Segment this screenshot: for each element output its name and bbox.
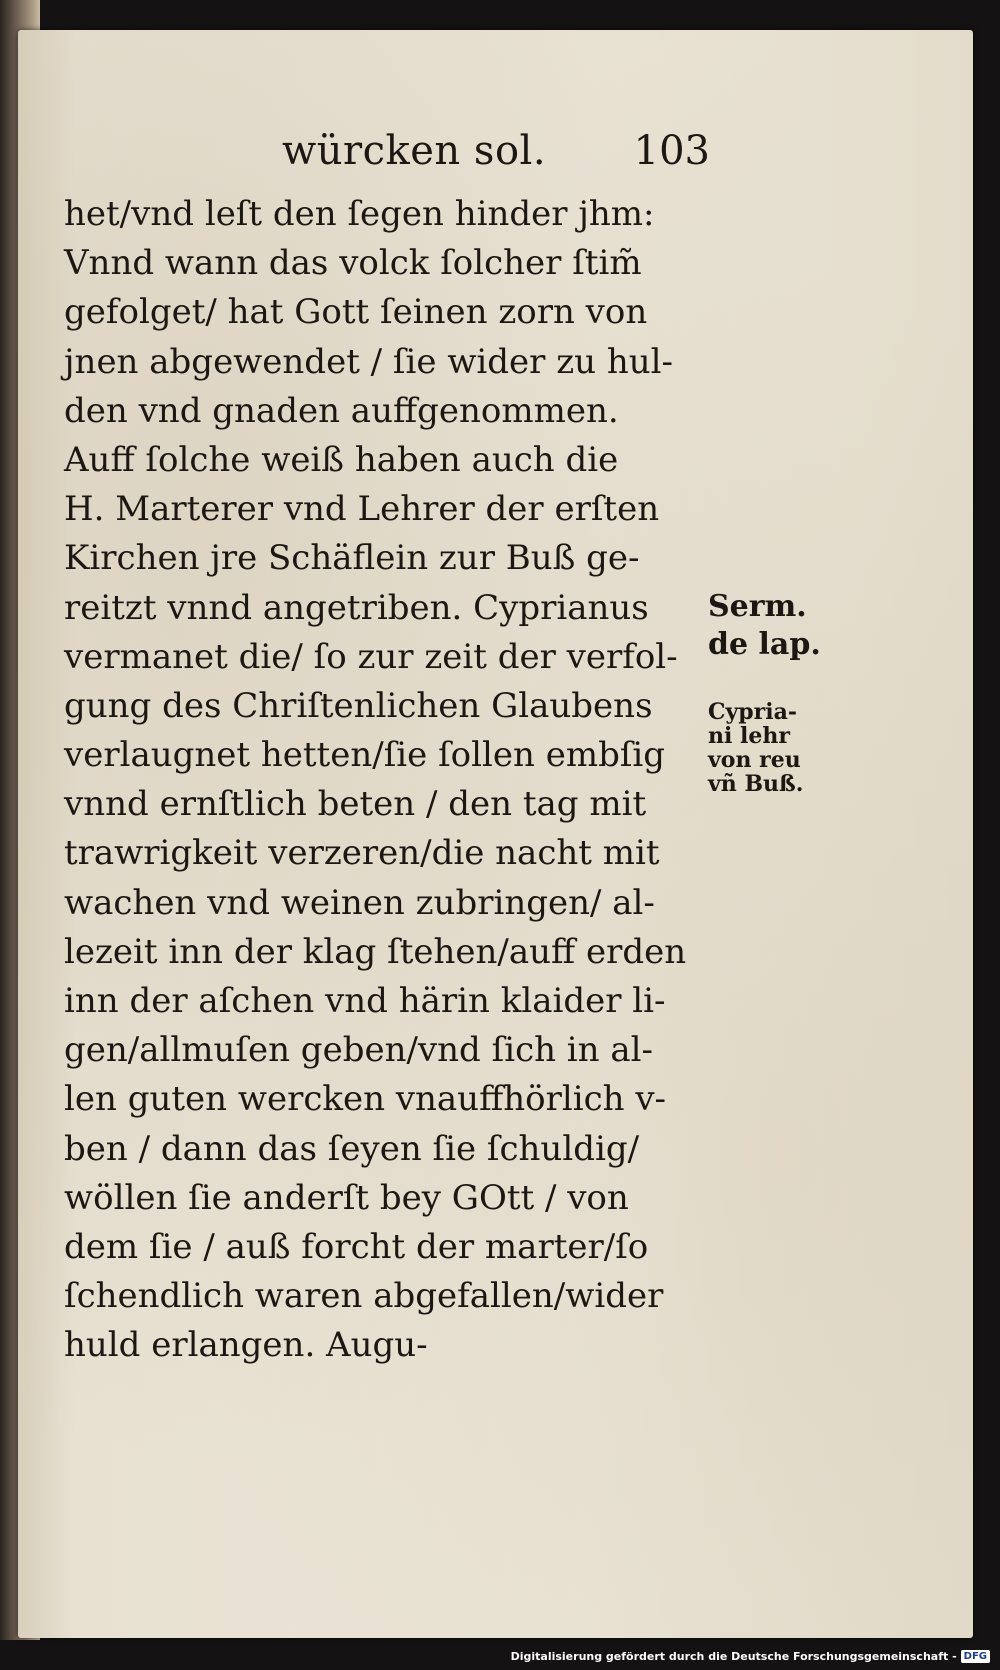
text-line [64,1272,704,1321]
text-line [64,1174,704,1223]
text-line-content: verlaugnet hetten/ſie ſollen embſig [64,735,666,776]
text-line [64,1223,704,1272]
text-line-content: het/vnd leſt den ſegen hinder jhm: [64,194,655,234]
text-line-content: gefolget/ hat Gott ſeinen zorn von [64,292,648,333]
text-line-content: Auff ſolche weiß haben auch die [64,439,619,480]
text-line-content: inn der aſchen vnd härin klaider li- [64,981,666,1021]
text-line [64,928,704,977]
text-line-content: H. Marterer vnd Lehrer der erſten [64,489,660,530]
text-line [64,338,704,387]
text-line [64,1075,704,1124]
margin-note-sermon [708,588,858,664]
text-line-content: Kirchen jre Schäflein zur Buß ge- [64,538,640,579]
text-line [64,780,704,829]
marginal-notes [708,588,858,832]
margin-note-line: de lap. [708,627,821,662]
text-line [64,584,704,633]
text-line [64,879,704,928]
page-number: 103 [633,128,710,174]
main-text-block [64,190,704,1371]
text-line-content: Vnnd wann das volck ſolcher ſtim̃ [64,243,642,284]
dfg-logo: DFG [961,1650,990,1663]
text-line [64,239,704,288]
text-line [64,977,704,1026]
text-line [64,485,704,534]
text-line-content: reitzt vnnd angetriben. Cyprianus [64,587,649,628]
text-line [64,1026,704,1075]
running-title: würcken sol. [282,128,547,174]
text-line-content: gung des Chriſtenlichen Glaubens [64,685,653,726]
text-line [64,436,704,485]
margin-note-line: vñ Buß. [708,771,804,797]
margin-note-line: von reu [708,747,801,773]
page-header [270,128,710,184]
text-line-content: dem ſie / auß forcht der marter/ſo [64,1226,649,1267]
text-line-content: huld erlangen. Augu- [64,1325,428,1366]
text-line [64,1125,704,1174]
margin-note-line: Serm. [708,589,807,624]
text-line [64,190,704,239]
text-line-content: wöllen ſie anderſt bey GOtt / von [64,1177,629,1218]
text-line-content: gen/allmuſen geben/vnd ſich in al- [64,1030,654,1071]
text-line-content: lezeit inn der klag ſtehen/auff erden [64,931,687,972]
text-line-content: len guten wercken vnauffhörlich v- [64,1079,667,1120]
text-line-content: ben / dann das ſeyen ſie ſchuldig/ [64,1128,640,1169]
text-line [64,731,704,780]
text-line-content: vermanet die/ ſo zur zeit der verfol- [64,636,678,677]
text-line-content: vnnd ernſtlich beten / den tag mit [64,784,647,825]
text-line [64,387,704,436]
text-line [64,682,704,731]
margin-note-line: Cypria- [708,699,798,725]
text-line [64,534,704,583]
footer-credit-text: Digitalisierung gefördert durch die Deutsche Forschungsgemeinschaft - [510,1649,957,1663]
text-line [64,829,704,878]
text-line-content: wachen vnd weinen zubringen/ al- [64,882,655,923]
text-line-content: ſchendlich waren abgefallen/wider [64,1276,664,1317]
text-line-content: den vnd gnaden auffgenommen. [64,390,619,431]
text-line [64,633,704,682]
text-line [64,1321,704,1370]
margin-note-line: ni lehr [708,723,790,749]
margin-note-cyprian [708,700,858,796]
text-line [64,288,704,337]
digitization-footer [511,1646,990,1666]
text-line-content: jnen abgewendet / ſie wider zu hul- [64,341,674,382]
text-line-content: trawrigkeit verzeren/die nacht mit [64,833,660,874]
